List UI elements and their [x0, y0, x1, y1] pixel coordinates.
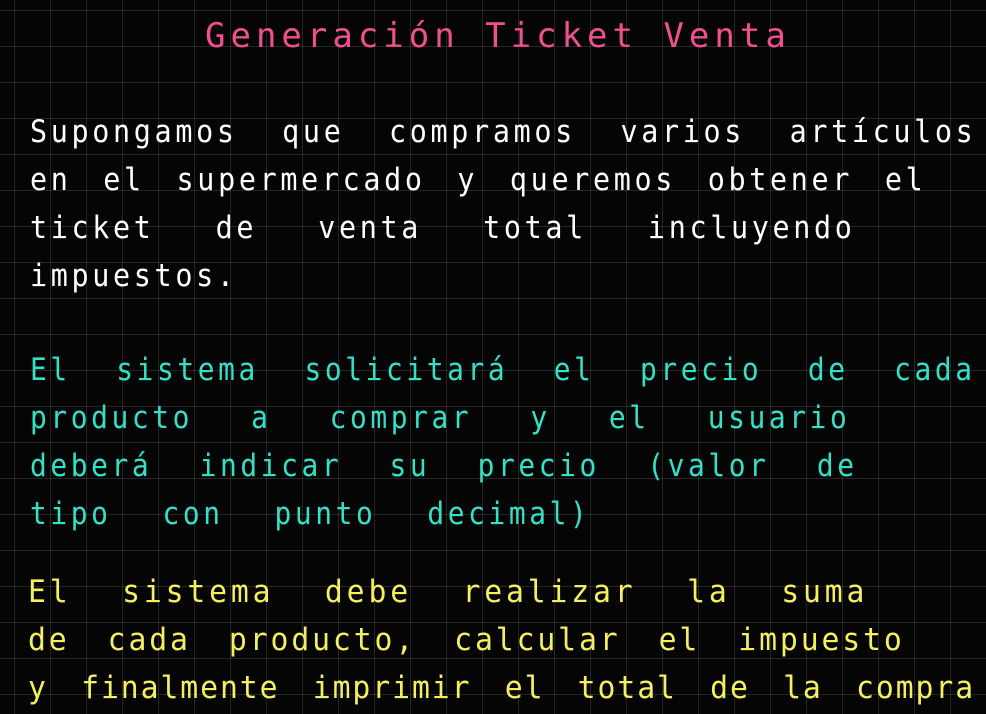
text-line: impuestos.: [30, 258, 238, 294]
paragraph-scenario: [30, 108, 986, 300]
watermark: [726, 0, 986, 6]
paragraph-processing-requirement: [28, 568, 986, 712]
text-line: deberá indicar su precio (valor de: [30, 448, 858, 484]
text-line: Supongamos que compramos varios artículos: [30, 114, 977, 150]
paragraph-input-requirement: [30, 346, 986, 538]
board-title: Generación Ticket Venta: [205, 16, 791, 56]
text-line: producto a comprar y el usuario: [30, 400, 851, 436]
text-line: tipo con punto decimal): [30, 496, 591, 532]
text-line: ticket de venta total incluyendo: [30, 210, 856, 246]
text-line: en el supermercado y queremos obtener el: [30, 162, 927, 198]
text-line: y finalmente imprimir el total de la compra: [28, 670, 976, 706]
text-line: El sistema debe realizar la suma: [28, 574, 869, 610]
text-line: El sistema solicitará el precio de cada: [30, 352, 976, 388]
text-line: de cada producto, calcular el impuesto: [28, 622, 905, 658]
